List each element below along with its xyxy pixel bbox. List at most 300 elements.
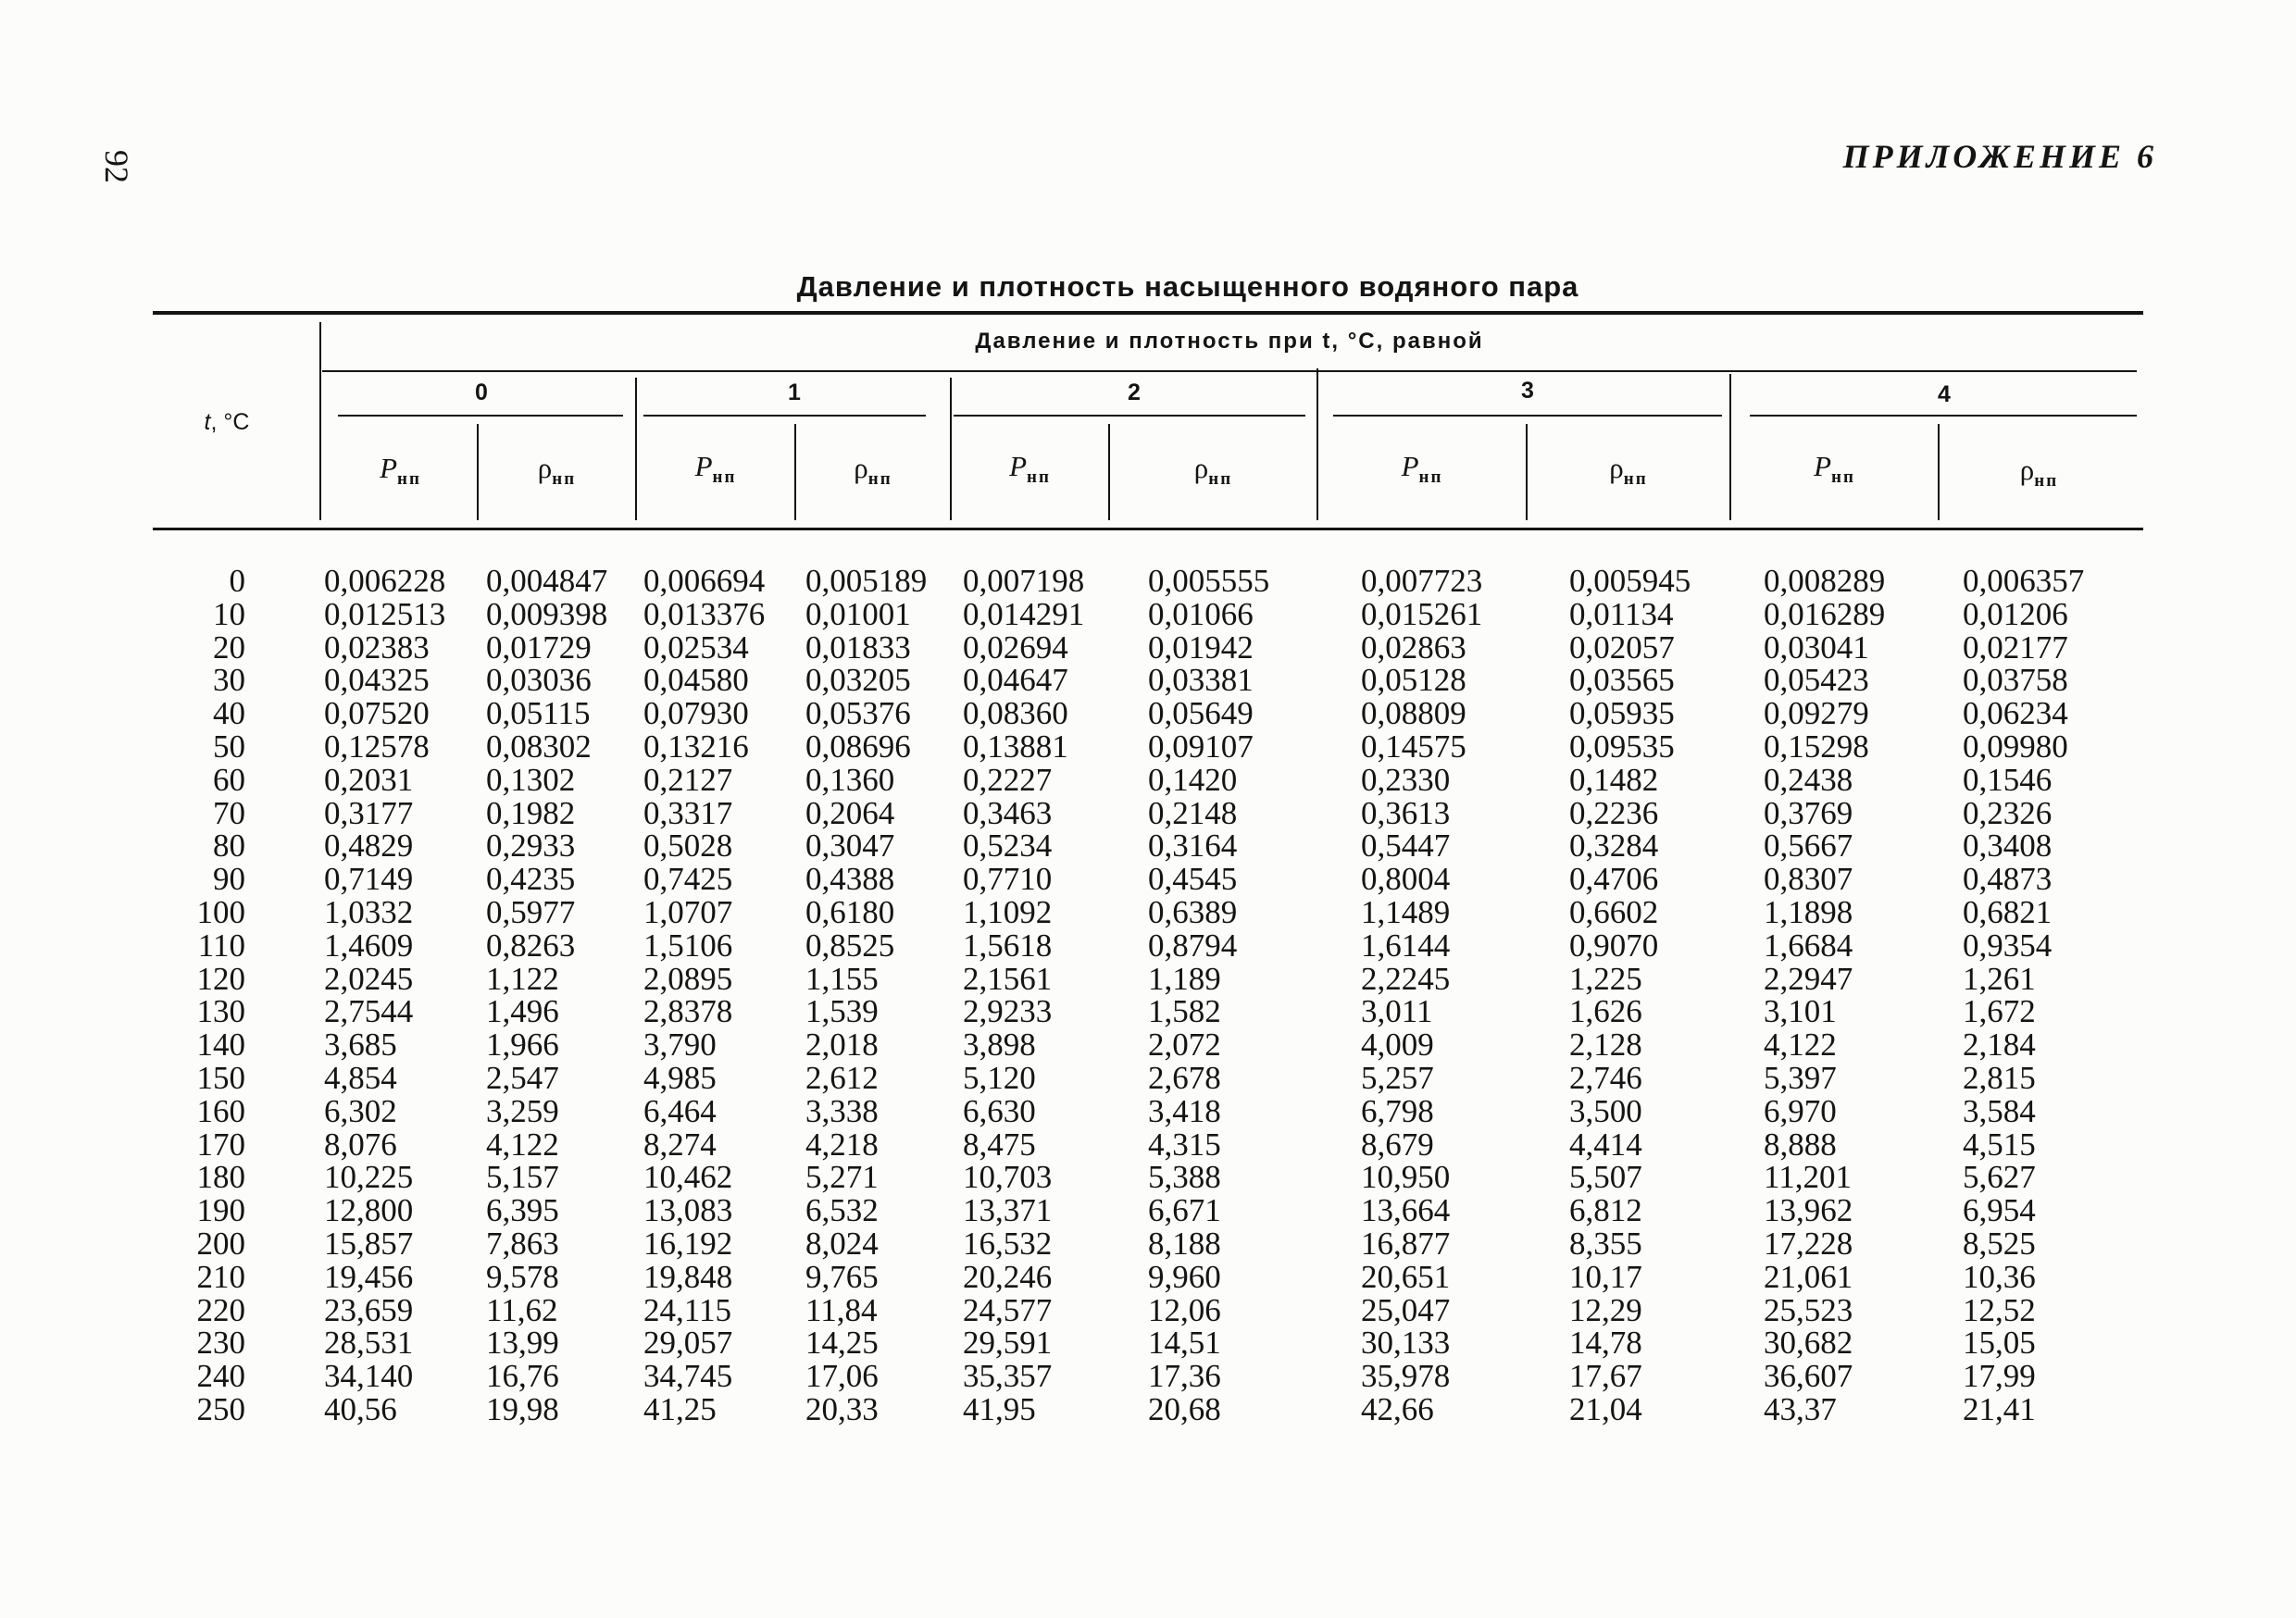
table-cell-p: 41,25 — [643, 1390, 717, 1427]
table-cell-rho: 17,06 — [805, 1358, 879, 1395]
table-cell-p: 8,475 — [963, 1126, 1036, 1163]
table-cell-rho: 6,395 — [486, 1192, 559, 1229]
group-divider-3 — [1316, 368, 1318, 520]
p-column-3 — [1361, 565, 1482, 1426]
table-cell-rho: 0,3284 — [1569, 828, 1659, 865]
table-cell-p: 6,464 — [643, 1092, 717, 1129]
table-cell-p: 0,05128 — [1361, 662, 1466, 699]
table-cell-p: 2,0895 — [643, 960, 733, 997]
table-cell-rho: 8,024 — [805, 1225, 879, 1262]
table-cell-p: 13,083 — [643, 1192, 733, 1229]
table-cell-p: 0,02383 — [324, 629, 430, 666]
table-cell-p: 6,302 — [324, 1092, 397, 1129]
table-cell-rho: 1,155 — [805, 960, 879, 997]
table-cell-t: 220 — [196, 1291, 245, 1328]
table-cell-p: 2,2245 — [1361, 960, 1451, 997]
table-cell-rho: 0,4873 — [1963, 861, 2053, 898]
table-cell-t: 60 — [213, 761, 245, 798]
table-cell-rho: 10,36 — [1963, 1258, 2036, 1295]
table-cell-rho: 17,67 — [1569, 1358, 1642, 1395]
table-cell-rho: 12,29 — [1569, 1291, 1642, 1328]
table-cell-p: 21,061 — [1764, 1258, 1853, 1295]
table-cell-p: 13,371 — [963, 1192, 1053, 1229]
group-header-2: 2 — [1128, 380, 1141, 405]
table-cell-t: 210 — [196, 1258, 245, 1295]
table-cell-rho: 0,06234 — [1963, 695, 2068, 732]
table-cell-rho: 0,09535 — [1569, 728, 1675, 765]
table-cell-rho: 0,05115 — [486, 695, 591, 732]
table-cell-rho: 17,99 — [1963, 1358, 2036, 1395]
table-cell-rho: 0,01001 — [805, 595, 911, 632]
table-cell-rho: 0,02057 — [1569, 629, 1675, 666]
table-cell-rho: 0,05935 — [1569, 695, 1675, 732]
group-header-4: 4 — [1938, 381, 1951, 407]
t-column-header — [176, 409, 278, 436]
table-cell-p: 24,577 — [963, 1291, 1053, 1328]
table-cell-rho: 3,259 — [486, 1092, 559, 1129]
table-cell-rho: 12,06 — [1148, 1291, 1221, 1328]
table-cell-rho: 0,1420 — [1148, 761, 1238, 798]
table-cell-p: 0,08360 — [963, 695, 1068, 732]
table-cell-rho: 6,954 — [1963, 1192, 2036, 1229]
table-cell-rho: 3,338 — [805, 1092, 879, 1129]
table-cell-rho: 6,671 — [1148, 1192, 1221, 1229]
table-cell-p: 0,5667 — [1764, 828, 1853, 865]
table-cell-rho: 7,863 — [486, 1225, 559, 1262]
table-cell-p: 1,0707 — [643, 893, 733, 930]
table-cell-p: 8,274 — [643, 1126, 717, 1163]
table-cell-p: 13,664 — [1361, 1192, 1451, 1229]
table-cell-rho: 0,005189 — [805, 563, 928, 599]
table-cell-p: 0,02863 — [1361, 629, 1466, 666]
table-cell-p: 16,192 — [643, 1225, 733, 1262]
table-cell-rho: 19,98 — [486, 1390, 559, 1427]
table-cell-rho: 0,1982 — [486, 794, 576, 831]
table-cell-rho: 4,515 — [1963, 1126, 2036, 1163]
table-cell-p: 25,047 — [1361, 1291, 1451, 1328]
table-cell-p: 1,1489 — [1361, 893, 1451, 930]
group-header-0: 0 — [475, 380, 488, 405]
table-cell-p: 0,015261 — [1361, 595, 1483, 632]
table-cell-p: 6,630 — [963, 1092, 1036, 1129]
table-cell-p: 0,03041 — [1764, 629, 1869, 666]
table-cell-p: 23,659 — [324, 1291, 414, 1328]
table-cell-p: 8,076 — [324, 1126, 397, 1163]
table-cell-rho: 2,678 — [1148, 1059, 1221, 1096]
table-cell-p: 1,6144 — [1361, 927, 1451, 964]
table-cell-rho: 0,3047 — [805, 828, 895, 865]
table-cell-p: 0,7425 — [643, 861, 733, 898]
table-cell-p: 6,798 — [1361, 1092, 1434, 1129]
table-cell-rho: 1,261 — [1963, 960, 2036, 997]
table-cell-p: 12,800 — [324, 1192, 414, 1229]
t-column-divider — [319, 322, 321, 520]
table-cell-p: 2,7544 — [324, 993, 414, 1030]
table-cell-t: 190 — [196, 1192, 245, 1229]
table-cell-p: 3,101 — [1764, 993, 1837, 1030]
table-cell-p: 2,9233 — [963, 993, 1053, 1030]
table-cell-rho: 1,582 — [1148, 993, 1221, 1030]
table-cell-p: 0,7710 — [963, 861, 1053, 898]
table-cell-rho: 0,1360 — [805, 761, 895, 798]
table-cell-p: 0,014291 — [963, 595, 1085, 632]
table-cell-rho: 0,01942 — [1148, 629, 1254, 666]
span-header-rule — [322, 370, 2137, 372]
table-cell-p: 19,456 — [324, 1258, 414, 1295]
table-cell-rho: 1,966 — [486, 1027, 559, 1064]
table-cell-rho: 21,04 — [1569, 1390, 1642, 1427]
table-cell-t: 240 — [196, 1358, 245, 1395]
table-cell-rho: 5,627 — [1963, 1159, 2036, 1196]
table-cell-p: 19,848 — [643, 1258, 733, 1295]
rho-header-2: $\rho_{нп}$ — [1193, 452, 1233, 490]
table-cell-p: 0,07930 — [643, 695, 749, 732]
table-cell-rho: 0,4545 — [1148, 861, 1238, 898]
group-rule-1 — [643, 415, 926, 417]
table-cell-p: 43,37 — [1764, 1390, 1837, 1427]
group-divider-2 — [950, 378, 952, 520]
table-cell-rho: 14,78 — [1569, 1325, 1642, 1362]
table-cell-rho: 1,225 — [1569, 960, 1642, 997]
p-header-0: $P_{нп}$ — [380, 452, 421, 490]
table-cell-p: 0,13216 — [643, 728, 749, 765]
table-cell-t: 200 — [196, 1225, 245, 1262]
table-cell-rho: 4,414 — [1569, 1126, 1642, 1163]
appendix-label: ПРИЛОЖЕНИЕ 6 — [1842, 138, 2157, 175]
table-cell-t: 0 — [229, 563, 245, 599]
rho-column-4 — [1963, 565, 2084, 1426]
table-cell-t: 160 — [196, 1092, 245, 1129]
table-cell-rho: 0,005945 — [1569, 563, 1691, 599]
table-cell-rho: 1,672 — [1963, 993, 2036, 1030]
table-cell-p: 24,115 — [643, 1291, 731, 1328]
table-cell-rho: 2,072 — [1148, 1027, 1221, 1064]
t-values-column — [157, 565, 245, 1426]
table-cell-rho: 21,41 — [1963, 1390, 2036, 1427]
table-cell-p: 11,201 — [1764, 1159, 1852, 1196]
table-cell-rho: 0,3164 — [1148, 828, 1238, 865]
table-cell-rho: 5,271 — [805, 1159, 879, 1196]
p-column-2 — [963, 565, 1084, 1426]
table-cell-rho: 13,99 — [486, 1325, 559, 1362]
table-cell-p: 10,225 — [324, 1159, 414, 1196]
table-cell-p: 4,122 — [1764, 1027, 1837, 1064]
table-cell-rho: 8,525 — [1963, 1225, 2036, 1262]
table-cell-rho: 2,547 — [486, 1059, 559, 1096]
table-cell-p: 0,016289 — [1764, 595, 1886, 632]
table-cell-rho: 0,6821 — [1963, 893, 2053, 930]
table-cell-p: 0,02534 — [643, 629, 749, 666]
table-cell-p: 30,682 — [1764, 1325, 1853, 1362]
table-cell-rho: 0,2148 — [1148, 794, 1238, 831]
table-cell-rho: 2,184 — [1963, 1027, 2036, 1064]
table-cell-p: 0,15298 — [1764, 728, 1869, 765]
table-cell-p: 3,790 — [643, 1027, 717, 1064]
table-cell-rho: 0,08302 — [486, 728, 592, 765]
table-cell-p: 36,607 — [1764, 1358, 1853, 1395]
table-cell-rho: 4,218 — [805, 1126, 879, 1163]
table-cell-p: 34,140 — [324, 1358, 414, 1395]
table-cell-rho: 0,9354 — [1963, 927, 2053, 964]
table-cell-p: 0,8307 — [1764, 861, 1853, 898]
table-cell-p: 0,2031 — [324, 761, 414, 798]
table-cell-p: 0,4829 — [324, 828, 414, 865]
table-cell-p: 1,4609 — [324, 927, 414, 964]
table-cell-rho: 12,52 — [1963, 1291, 2036, 1328]
group-rule-3 — [1333, 415, 1722, 417]
group-rule-2 — [954, 415, 1305, 417]
table-cell-rho: 2,128 — [1569, 1027, 1642, 1064]
table-cell-p: 1,5106 — [643, 927, 733, 964]
table-cell-p: 0,08809 — [1361, 695, 1466, 732]
group-header-3: 3 — [1521, 378, 1534, 404]
table-cell-rho: 1,122 — [486, 960, 559, 997]
table-cell-rho: 10,17 — [1569, 1258, 1642, 1295]
table-cell-p: 0,5234 — [963, 828, 1053, 865]
table-cell-p: 10,703 — [963, 1159, 1053, 1196]
table-cell-t: 180 — [196, 1159, 245, 1196]
table-cell-rho: 5,388 — [1148, 1159, 1221, 1196]
table-cell-t: 10 — [213, 595, 245, 632]
p-header-2: $P_{нп}$ — [1009, 450, 1051, 488]
table-cell-p: 41,95 — [963, 1390, 1036, 1427]
table-cell-p: 0,5447 — [1361, 828, 1451, 865]
table-cell-t: 30 — [213, 662, 245, 699]
table-cell-rho: 2,815 — [1963, 1059, 2036, 1096]
table-cell-p: 0,007723 — [1361, 563, 1483, 599]
table-cell-rho: 20,33 — [805, 1390, 879, 1427]
table-cell-t: 250 — [196, 1390, 245, 1427]
table-cell-rho: 11,62 — [486, 1291, 558, 1328]
table-cell-p: 0,007198 — [963, 563, 1085, 599]
table-cell-t: 80 — [213, 828, 245, 865]
table-cell-rho: 9,960 — [1148, 1258, 1221, 1295]
table-cell-p: 8,679 — [1361, 1126, 1434, 1163]
table-cell-p: 0,5028 — [643, 828, 733, 865]
table-cell-rho: 0,01729 — [486, 629, 592, 666]
table-cell-p: 25,523 — [1764, 1291, 1853, 1328]
table-cell-t: 40 — [213, 695, 245, 732]
table-cell-rho: 1,539 — [805, 993, 879, 1030]
table-cell-rho: 6,812 — [1569, 1192, 1642, 1229]
table-cell-p: 3,898 — [963, 1027, 1036, 1064]
table-cell-p: 40,56 — [324, 1390, 397, 1427]
table-cell-p: 0,3463 — [963, 794, 1053, 831]
t-symbol: t — [204, 409, 211, 435]
table-cell-rho: 0,2326 — [1963, 794, 2053, 831]
t-unit: , °C — [210, 409, 250, 435]
table-cell-rho: 0,3408 — [1963, 828, 2053, 865]
table-cell-rho: 4,122 — [486, 1126, 559, 1163]
table-cell-rho: 0,01206 — [1963, 595, 2068, 632]
header-bottom-rule — [153, 528, 2143, 530]
table-cell-rho: 0,09980 — [1963, 728, 2068, 765]
table-cell-p: 0,04647 — [963, 662, 1068, 699]
table-cell-p: 0,2227 — [963, 761, 1053, 798]
table-cell-rho: 0,4706 — [1569, 861, 1659, 898]
table-cell-rho: 14,25 — [805, 1325, 879, 1362]
table-cell-rho: 0,03381 — [1148, 662, 1254, 699]
table-cell-p: 13,962 — [1764, 1192, 1853, 1229]
table-cell-t: 230 — [196, 1325, 245, 1362]
table-cell-p: 0,3769 — [1764, 794, 1853, 831]
table-cell-rho: 17,36 — [1148, 1358, 1221, 1395]
p-header-3: $P_{нп}$ — [1401, 450, 1443, 488]
p-header-1: $P_{нп}$ — [694, 450, 737, 488]
table-cell-rho: 0,6389 — [1148, 893, 1238, 930]
table-cell-p: 0,006694 — [643, 563, 766, 599]
table-cell-p: 6,970 — [1764, 1092, 1837, 1129]
p-column-1 — [643, 565, 765, 1426]
table-cell-rho: 0,004847 — [486, 563, 608, 599]
table-cell-p: 10,950 — [1361, 1159, 1451, 1196]
rho-column-3 — [1569, 565, 1691, 1426]
table-cell-rho: 0,8525 — [805, 927, 895, 964]
table-cell-p: 1,5618 — [963, 927, 1053, 964]
table-cell-rho: 0,4388 — [805, 861, 895, 898]
table-cell-rho: 6,532 — [805, 1192, 879, 1229]
table-cell-p: 0,2438 — [1764, 761, 1853, 798]
table-cell-rho: 0,2933 — [486, 828, 576, 865]
table-cell-rho: 11,84 — [805, 1291, 878, 1328]
table-cell-t: 100 — [196, 893, 245, 930]
table-cell-rho: 8,355 — [1569, 1225, 1642, 1262]
table-cell-rho: 5,507 — [1569, 1159, 1642, 1196]
table-cell-rho: 1,626 — [1569, 993, 1642, 1030]
table-cell-rho: 5,157 — [486, 1159, 559, 1196]
table-cell-rho: 0,6602 — [1569, 893, 1659, 930]
table-cell-p: 0,3177 — [324, 794, 414, 831]
p-column-4 — [1764, 565, 1885, 1426]
table-cell-p: 1,1092 — [963, 893, 1053, 930]
table-cell-p: 0,14575 — [1361, 728, 1466, 765]
table-cell-rho: 0,2236 — [1569, 794, 1659, 831]
table-cell-t: 120 — [196, 960, 245, 997]
table-cell-rho: 1,189 — [1148, 960, 1221, 997]
table-cell-p: 29,057 — [643, 1325, 733, 1362]
table-cell-p: 2,2947 — [1764, 960, 1853, 997]
table-cell-p: 30,133 — [1361, 1325, 1451, 1362]
rho-column-2 — [1148, 565, 1269, 1426]
table-cell-t: 20 — [213, 629, 245, 666]
table-cell-rho: 3,584 — [1963, 1092, 2036, 1129]
table-cell-rho: 0,03036 — [486, 662, 592, 699]
table-cell-p: 1,1898 — [1764, 893, 1853, 930]
table-cell-p: 35,357 — [963, 1358, 1053, 1395]
table-cell-p: 0,012513 — [324, 595, 446, 632]
table-cell-rho: 9,578 — [486, 1258, 559, 1295]
table-cell-p: 4,009 — [1361, 1027, 1434, 1064]
table-cell-p: 2,0245 — [324, 960, 414, 997]
table-cell-p: 1,6684 — [1764, 927, 1853, 964]
rho-column-1 — [805, 565, 927, 1426]
table-cell-p: 0,3613 — [1361, 794, 1451, 831]
table-cell-rho: 0,01066 — [1148, 595, 1254, 632]
table-cell-rho: 3,418 — [1148, 1092, 1221, 1129]
table-cell-p: 17,228 — [1764, 1225, 1853, 1262]
table-cell-p: 4,854 — [324, 1059, 397, 1096]
table-cell-rho: 16,76 — [486, 1358, 559, 1395]
table-cell-p: 0,008289 — [1764, 563, 1886, 599]
table-cell-p: 0,07520 — [324, 695, 430, 732]
table-cell-rho: 0,1302 — [486, 761, 576, 798]
p-column-0 — [324, 565, 445, 1426]
rho-header-4: $\rho_{нп}$ — [2019, 454, 2059, 492]
table-cell-p: 0,12578 — [324, 728, 430, 765]
table-cell-rho: 3,500 — [1569, 1092, 1642, 1129]
table-cell-p: 2,1561 — [963, 960, 1053, 997]
table-cell-p: 3,011 — [1361, 993, 1433, 1030]
group-divider-4 — [1729, 374, 1731, 520]
table-cell-rho: 0,8794 — [1148, 927, 1238, 964]
table-cell-rho: 4,315 — [1148, 1126, 1221, 1163]
table-cell-rho: 0,1546 — [1963, 761, 2053, 798]
table-cell-rho: 0,01134 — [1569, 595, 1674, 632]
span-header: Давление и плотность при t, °С, равной — [975, 329, 1484, 354]
group-rule-0 — [338, 415, 623, 417]
table-cell-t: 70 — [213, 794, 245, 831]
table-cell-t: 170 — [196, 1126, 245, 1163]
table-cell-rho: 0,02177 — [1963, 629, 2068, 666]
rho-header-3: $\rho_{нп}$ — [1609, 452, 1648, 490]
rho-header-0: $\rho_{нп}$ — [537, 452, 577, 490]
table-cell-rho: 0,2064 — [805, 794, 895, 831]
table-cell-p: 0,04325 — [324, 662, 430, 699]
table-cell-p: 8,888 — [1764, 1126, 1837, 1163]
table-cell-p: 0,09279 — [1764, 695, 1869, 732]
group-divider-1 — [635, 378, 637, 520]
table-cell-p: 0,3317 — [643, 794, 733, 831]
table-cell-p: 0,13881 — [963, 728, 1068, 765]
table-cell-p: 5,257 — [1361, 1059, 1434, 1096]
table-cell-rho: 8,188 — [1148, 1225, 1221, 1262]
table-cell-rho: 1,496 — [486, 993, 559, 1030]
table-cell-rho: 0,9070 — [1569, 927, 1659, 964]
table-cell-p: 16,532 — [963, 1225, 1053, 1262]
table-cell-rho: 0,4235 — [486, 861, 576, 898]
table-cell-rho: 0,009398 — [486, 595, 608, 632]
table-cell-p: 0,2127 — [643, 761, 733, 798]
table-cell-rho: 15,05 — [1963, 1325, 2036, 1362]
table-cell-p: 42,66 — [1361, 1390, 1434, 1427]
p-header-4: $P_{нп}$ — [1814, 450, 1855, 488]
table-cell-p: 34,745 — [643, 1358, 733, 1395]
table-cell-p: 10,462 — [643, 1159, 733, 1196]
table-cell-p: 0,2330 — [1361, 761, 1451, 798]
table-cell-t: 90 — [213, 861, 245, 898]
table-cell-rho: 2,746 — [1569, 1059, 1642, 1096]
table-cell-p: 29,591 — [963, 1325, 1053, 1362]
rho-column-0 — [486, 565, 607, 1426]
group-header-1: 1 — [788, 380, 801, 405]
table-cell-rho: 0,01833 — [805, 629, 911, 666]
table-cell-rho: 0,03758 — [1963, 662, 2068, 699]
table-cell-p: 5,120 — [963, 1059, 1036, 1096]
table-cell-t: 130 — [196, 993, 245, 1030]
table-cell-t: 110 — [197, 927, 245, 964]
table-cell-p: 15,857 — [324, 1225, 414, 1262]
table-title: Давление и плотность насыщенного водяного пара — [796, 270, 1579, 303]
table-cell-p: 0,05423 — [1764, 662, 1869, 699]
table-cell-rho: 2,612 — [805, 1059, 879, 1096]
table-cell-p: 3,685 — [324, 1027, 397, 1064]
table-cell-rho: 0,08696 — [805, 728, 911, 765]
table-cell-p: 0,8004 — [1361, 861, 1451, 898]
table-cell-rho: 0,1482 — [1569, 761, 1659, 798]
table-cell-p: 2,8378 — [643, 993, 733, 1030]
table-cell-rho: 0,006357 — [1963, 563, 2085, 599]
table-cell-rho: 0,005555 — [1148, 563, 1270, 599]
